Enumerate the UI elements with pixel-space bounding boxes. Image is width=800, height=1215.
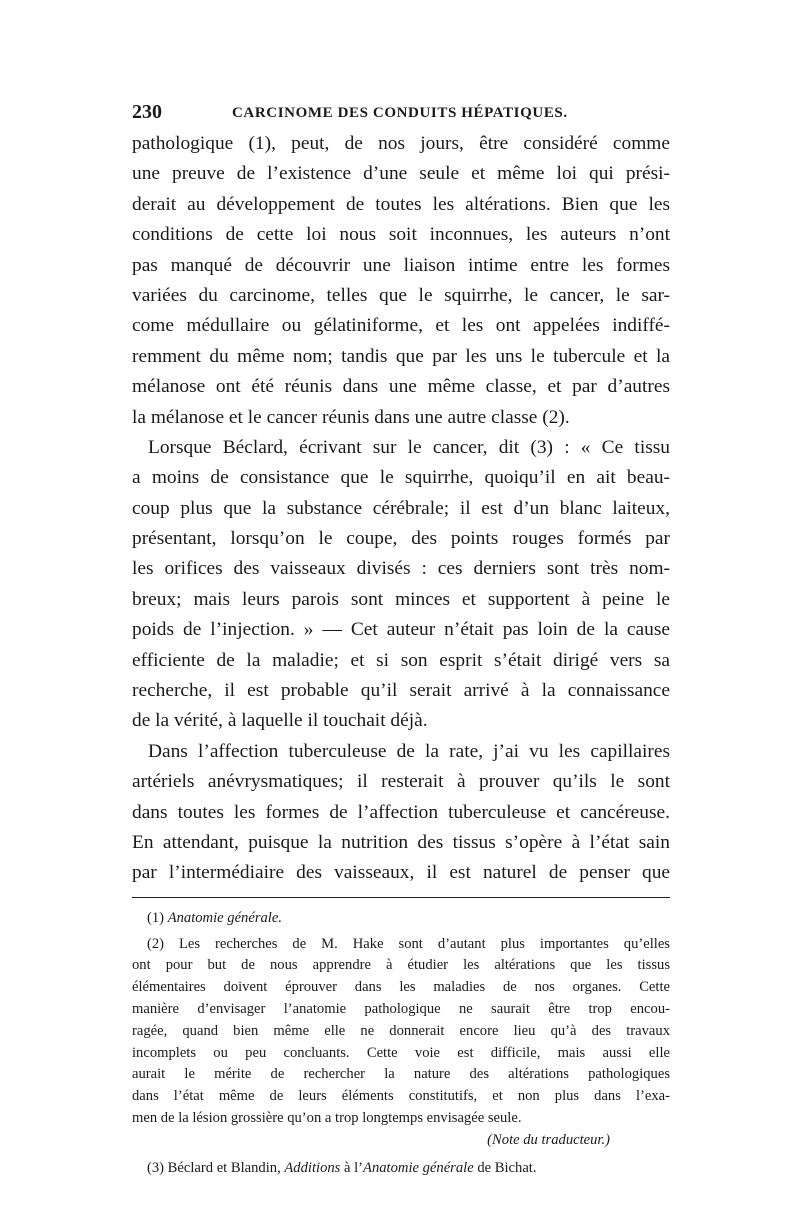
text-line: dans toutes les formes de l’affection tuberculeuse et cancéreuse.	[132, 801, 670, 823]
text-line: les orifices des vaisseaux divisés : ces derniers sont très nom-	[132, 558, 670, 580]
text-line: artériels anévrysmatiques; il resterait à prouver qu’ils le sont	[132, 771, 670, 793]
text-line: par l’intermédiaire des vaisseaux, il est naturel de penser que	[132, 862, 670, 884]
book-page	[132, 98, 670, 1179]
page-header	[132, 98, 670, 126]
text-line: mélanose ont été réunis dans une même classe, et par d’autres	[132, 376, 670, 398]
footnote-3	[132, 1158, 670, 1180]
footnote-3-suffix: de Bichat.	[477, 1159, 537, 1176]
text-line: efficiente de la maladie; et si son esprit s’était dirigé vers sa	[132, 649, 670, 671]
footnote-3-middle: à l’	[344, 1159, 364, 1176]
text-line: Dans l’affection tuberculeuse de la rate, j’ai vu les capillaires	[148, 740, 670, 762]
text-line: pas manqué de découvrir une liaison intime entre les formes	[132, 254, 670, 276]
text-line: conditions de cette loi nous soit inconnues, les auteurs n’ont	[132, 224, 670, 246]
text-line: coup plus que la substance cérébrale; il est d’un blanc laiteux,	[132, 497, 670, 519]
text-line: Lorsque Béclard, écrivant sur le cancer, dit (3) : « Ce tissu	[148, 436, 670, 458]
footnote-line: men de la lésion grossière qu’on a trop longtemps envisagée seule.	[132, 1109, 522, 1126]
footnote-line: incomplets ou peu concluants. Cette voie est difficile, mais aussi elle	[132, 1044, 670, 1061]
text-line: pathologique (1), peut, de nos jours, être considéré comme	[132, 133, 670, 154]
text-line: come médullaire ou gélatiniforme, et les ont appelées indiffé-	[132, 315, 670, 337]
page-number: 230	[132, 101, 162, 123]
text-line: la mélanose et le cancer réunis dans une autre classe (2).	[132, 406, 570, 428]
footnote-3-prefix: (3) Béclard et Blandin,	[147, 1159, 281, 1176]
text-line: En attendant, puisque la nutrition des tissus s’opère à l’état sain	[132, 831, 670, 853]
footnote-1-title: Anatomie générale.	[167, 909, 282, 926]
footnote-line: (2) Les recherches de M. Hake sont d’autant plus importantes qu’elles	[147, 935, 670, 952]
footnote-line: élémentaires doivent éprouver dans les maladies de nos organes. Cette	[132, 979, 670, 996]
footnote-3-additions: Additions	[284, 1159, 341, 1176]
text-line: a moins de consistance que le squirrhe, quoiqu’il en ait beau-	[132, 467, 670, 489]
footnote-1-marker: (1)	[147, 909, 165, 926]
running-title: CARCINOME DES CONDUITS HÉPATIQUES.	[232, 105, 568, 121]
footnotes	[132, 908, 670, 1180]
text-line: recherche, il est probable qu’il serait arrivé à la connaissance	[132, 680, 670, 702]
text-line: derait au développement de toutes les altérations. Bien que les	[132, 193, 670, 215]
footnote-line: dans l’état même de leurs éléments constitutifs, et non plus dans l’exa-	[132, 1088, 670, 1105]
text-line: variées du carcinome, telles que le squirrhe, le cancer, le sar-	[132, 284, 670, 306]
footnote-1	[132, 908, 670, 930]
translator-note: (Note du traducteur.)	[487, 1131, 610, 1148]
text-line: une preuve de l’existence d’une seule et même loi qui prési-	[132, 163, 670, 185]
text-line: breux; mais leurs parois sont minces et supportent à peine le	[132, 588, 670, 610]
footnote-line: ragée, quand bien même elle ne donnerait encore lieu qu’à des travaux	[132, 1022, 670, 1039]
main-text	[132, 129, 670, 889]
footnote-line: aurait le mérite de rechercher la nature des altérations pathologiques	[132, 1066, 670, 1083]
footnote-separator	[132, 897, 670, 898]
footnote-line: manière d’envisager l’anatomie pathologique ne saurait être trop encou-	[132, 1000, 670, 1017]
text-line: remment du même nom; tandis que par les uns le tubercule et la	[132, 345, 670, 367]
footnote-line: ont pour but de nous apprendre à étudier les altérations que les tissus	[132, 957, 670, 974]
text-line: présentant, lorsqu’on le coupe, des points rouges formés par	[132, 528, 670, 550]
text-line: poids de l’injection. » — Cet auteur n’était pas loin de la cause	[132, 619, 670, 641]
text-line: de la vérité, à laquelle il touchait déjà.	[132, 710, 428, 732]
footnote-3-work: Anatomie générale	[363, 1159, 474, 1176]
